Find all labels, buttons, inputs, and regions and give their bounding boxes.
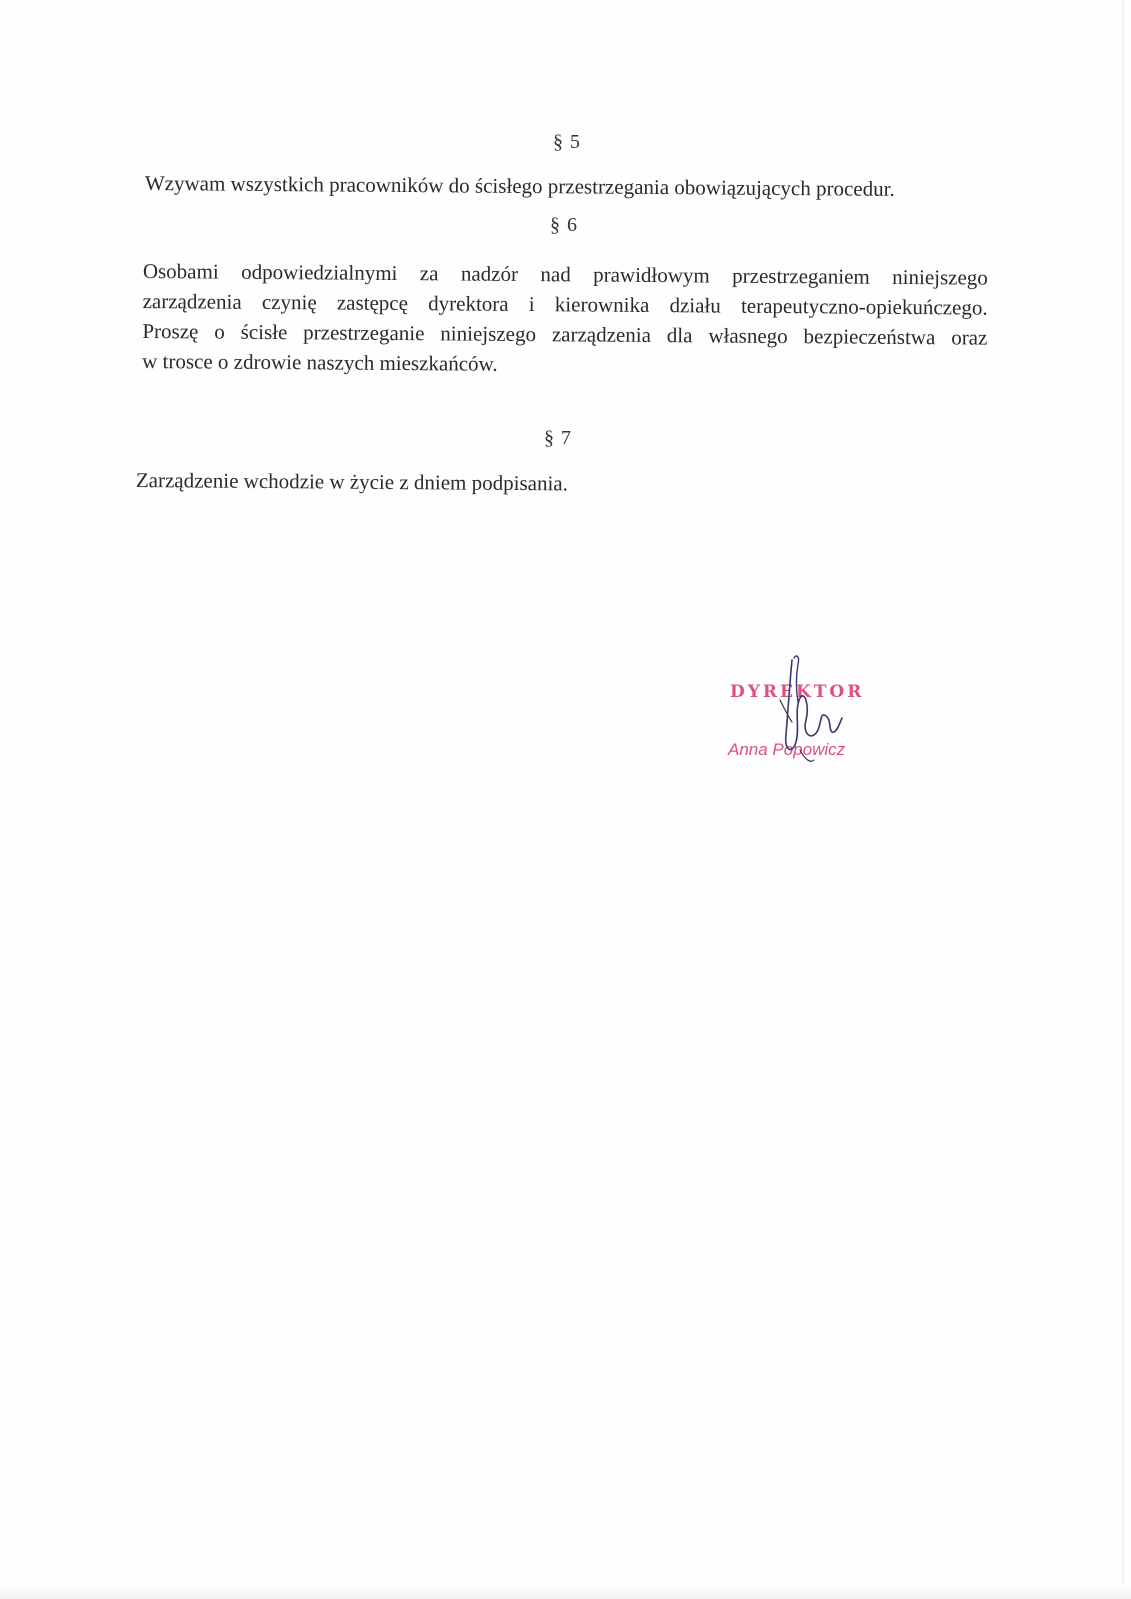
paragraph-line: Wzywam wszystkich pracowników do ścisłego przestrzegania obowiązujących procedur. [144,170,895,201]
page-edge-shadow [1121,0,1125,1599]
paragraph-line: Zarządzenie wchodzie w życie z dniem podpisania. [135,467,569,496]
paragraph-line: zarządzenia czynię zastępcę dyrektora i kierownika działu terapeutyczno-opiekuńczego. [142,288,988,320]
section-6-paragraph [142,256,988,383]
section-5-paragraph [145,168,945,204]
section-7-paragraph [136,465,736,500]
section-heading-5: § 5 [553,131,581,153]
page-bottom-shadow [0,1585,1131,1599]
section-heading-6: § 6 [550,214,578,236]
paragraph-line: Proszę o ścisłe przestrzeganie niniejszego zarządzenia dla własnego bezpieczeństwa oraz [142,318,988,350]
paragraph-line: Osobami odpowiedzialnymi za nadzór nad prawidłowym przestrzeganiem niniejszego [142,258,988,290]
paragraph-line: w trosce o zdrowie naszych mieszkańców. [142,348,498,376]
handwritten-signature [770,650,850,770]
section-heading-7: § 7 [544,427,572,449]
stamp-name: Anna Popowicz [728,740,846,759]
stamp-title: DYREKTOR [730,682,865,702]
